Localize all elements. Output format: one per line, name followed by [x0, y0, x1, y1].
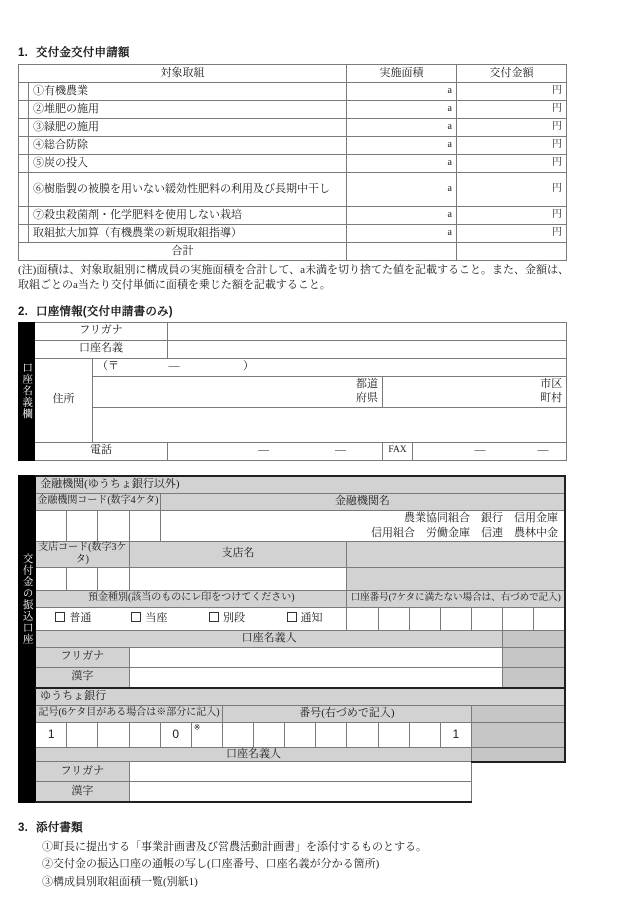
row-label: ⑤炭の投入 — [29, 155, 347, 173]
list-item: ③構成員別取組面積一覧(別紙1) — [42, 875, 198, 888]
section1-note: (注)面積は、対象取組別に構成員の実施面積を合計して、a未満を切り捨てた値を記載すること。また、金額は、取組ごとのa当たり交付単価に面積を乗じた額を記載すること。 — [18, 264, 569, 291]
number-cell[interactable] — [378, 722, 409, 747]
tel-label: 電話 — [35, 442, 168, 460]
row-area-unit[interactable]: a — [347, 83, 457, 101]
section2-heading — [18, 303, 630, 319]
section1-heading — [18, 44, 630, 60]
row-amount-unit[interactable]: 円 — [457, 207, 567, 225]
account-info-table — [18, 322, 567, 461]
section2-number: 2. — [18, 305, 28, 318]
prefecture-line2: 府県 — [356, 391, 379, 404]
branch-name-label: 支店名 — [129, 541, 347, 567]
bank-type-line-1: 農業協同組合 銀行 信用金庫 — [404, 511, 558, 524]
symbol-cell[interactable] — [129, 722, 160, 747]
bank-header-row — [19, 476, 566, 494]
row-amount-unit[interactable]: 円 — [457, 119, 567, 137]
yucho-holder-label: 口座名義人 — [36, 747, 472, 762]
row-indent — [19, 137, 29, 155]
row-area-unit[interactable]: a — [347, 137, 457, 155]
branch-code-cell[interactable] — [36, 567, 67, 590]
row-amount-unit[interactable]: 円 — [457, 155, 567, 173]
deposit-option-tsuchi[interactable] — [266, 612, 344, 626]
bank-code-label: 金融機関コード(数字4ケタ) — [36, 493, 161, 510]
row-label: ⑥樹脂製の被膜を用いない緩効性肥料の利用及び長期中干し — [29, 173, 347, 207]
city-line2: 町村 — [540, 391, 563, 404]
holder-kanji-row — [19, 667, 566, 688]
grant-amount-table — [18, 64, 567, 261]
account-number-cell[interactable] — [471, 607, 502, 630]
furigana-label: フリガナ — [35, 322, 168, 340]
deposit-option-label: 通知 — [300, 611, 323, 624]
account-number-cell[interactable] — [503, 607, 534, 630]
furigana-input[interactable] — [168, 322, 567, 340]
yucho-furigana-label: フリガナ — [36, 762, 129, 782]
checkbox-icon[interactable] — [287, 612, 297, 622]
number-cell[interactable] — [409, 722, 440, 747]
row-area-unit[interactable]: a — [347, 225, 457, 243]
symbol-label: 記号(6ケタ目がある場合は※部分に記入) — [36, 705, 223, 722]
yucho-digits-row — [19, 722, 566, 747]
bank-code-cell[interactable] — [67, 510, 98, 541]
transfer-account-table — [18, 475, 566, 723]
table-total-row — [19, 243, 567, 261]
table-row — [19, 155, 567, 173]
holder-kanji-input[interactable] — [129, 667, 503, 688]
section2-title: 口座情報(交付申請書のみ) — [36, 305, 173, 318]
row-indent — [19, 83, 29, 101]
account-number-label: 口座番号(7ケタに満たない場合は、右づめで記入) — [347, 590, 565, 607]
yucho-kanji-label: 漢字 — [36, 782, 129, 803]
account-number-cell[interactable] — [409, 607, 440, 630]
row-area-unit[interactable]: a — [347, 119, 457, 137]
section3-heading — [18, 819, 630, 835]
row-amount-unit[interactable]: 円 — [457, 137, 567, 155]
checkbox-icon[interactable] — [55, 612, 65, 622]
bank-section-header: 金融機関(ゆうちょ銀行以外) — [36, 476, 565, 494]
yucho-kanji-input[interactable] — [129, 782, 471, 803]
number-cell[interactable] — [347, 722, 378, 747]
address-detail-row — [19, 407, 567, 442]
deposit-type-options[interactable] — [36, 607, 347, 630]
holder-furigana-label: フリガナ — [36, 647, 129, 667]
deposit-option-label: 普通 — [69, 611, 92, 624]
prefecture-row — [19, 376, 567, 407]
col-header-amount: 交付金額 — [457, 65, 567, 83]
spacer — [471, 782, 565, 803]
spacer — [471, 762, 565, 782]
yucho-furigana-input[interactable] — [129, 762, 471, 782]
tel-input[interactable] — [168, 442, 383, 460]
table-row — [19, 101, 567, 119]
account-holder-vertical-label: 口座名義欄 — [19, 322, 35, 460]
deposit-type-label: 預金種別(該当のものにレ印をつけてください) — [36, 590, 347, 607]
yucho-header-row — [19, 688, 566, 706]
row-label: 取組拡大加算（有機農業の新規取組指導） — [29, 225, 347, 243]
bank-code-row — [19, 510, 566, 541]
branch-filler — [347, 541, 565, 567]
total-area-value[interactable] — [347, 243, 457, 261]
yucho-section-header: ゆうちょ銀行 — [36, 688, 565, 706]
row-indent — [19, 119, 29, 137]
row-amount-unit[interactable]: 円 — [457, 173, 567, 207]
table-row — [19, 83, 567, 101]
fax-label: FAX — [383, 442, 413, 460]
account-name-input[interactable] — [168, 340, 567, 358]
table-row — [19, 207, 567, 225]
checkbox-icon[interactable] — [209, 612, 219, 622]
city-field[interactable] — [383, 376, 567, 407]
furigana-row — [19, 322, 567, 340]
section1-number: 1. — [18, 47, 28, 59]
row-indent — [19, 173, 29, 207]
branch-name-input[interactable] — [129, 567, 347, 590]
postal-dash: — — [168, 360, 180, 373]
yucho-holder-label-row — [19, 747, 566, 762]
postal-prefix: （〒 — [97, 360, 119, 373]
row-area-unit[interactable]: a — [347, 173, 457, 207]
postal-code-field[interactable] — [93, 358, 567, 376]
holder-filler — [503, 630, 565, 647]
table-row — [19, 137, 567, 155]
number-cell[interactable] — [254, 722, 285, 747]
section3-number: 3. — [18, 822, 28, 835]
row-label: ⑦殺虫殺菌剤・化学肥料を使用しない栽培 — [29, 207, 347, 225]
branch-code-cell[interactable] — [67, 567, 98, 590]
number-cell[interactable] — [285, 722, 316, 747]
number-cell[interactable] — [222, 722, 253, 747]
bank-type-line-2: 信用組合 労働金庫 信連 農林中金 — [371, 526, 558, 539]
yucho-filler-3 — [471, 747, 565, 762]
holder-label-row — [19, 630, 566, 647]
holder-filler-2 — [503, 647, 565, 667]
row-amount-unit[interactable]: 円 — [457, 83, 567, 101]
branch-code-row — [19, 567, 566, 590]
section3-title: 添付書類 — [36, 822, 83, 835]
fax-input[interactable] — [413, 442, 567, 460]
number-cell[interactable]: 1 — [440, 722, 471, 747]
row-label: ①有機農業 — [29, 83, 347, 101]
bank-name-label: 金融機関名 — [160, 493, 565, 510]
branch-filler-2 — [347, 567, 565, 590]
symbol-cell-optional[interactable]: ※ — [191, 722, 222, 747]
yucho-filler — [471, 705, 565, 722]
transfer-vertical-label: 交付金の振込口座 — [19, 476, 36, 723]
tel-fax-row — [19, 442, 567, 460]
yucho-filler-2 — [471, 722, 565, 747]
postal-suffix: ） — [243, 360, 254, 373]
transfer-vertical-label-cont — [19, 722, 36, 802]
deposit-label-row — [19, 590, 566, 607]
account-name-label: 口座名義 — [35, 340, 168, 358]
number-cell[interactable] — [316, 722, 347, 747]
address-label: 住所 — [35, 358, 93, 442]
row-amount-unit[interactable]: 円 — [457, 101, 567, 119]
holder-furigana-row — [19, 647, 566, 667]
checkbox-icon[interactable] — [131, 612, 141, 622]
fax-dash-2: — — [537, 444, 549, 457]
row-indent — [19, 101, 29, 119]
holder-furigana-input[interactable] — [129, 647, 503, 667]
deposit-option-betsudan[interactable] — [188, 612, 266, 626]
bank-code-cell[interactable] — [98, 510, 129, 541]
account-number-cell[interactable] — [534, 607, 565, 630]
deposit-option-label: 別段 — [222, 611, 245, 624]
tel-dash-1: — — [258, 444, 270, 457]
section1-title: 交付金交付申請額 — [36, 47, 130, 59]
holder-filler-3 — [503, 667, 565, 688]
row-indent — [19, 207, 29, 225]
prefecture-line1: 都道 — [356, 377, 379, 390]
postal-row — [19, 358, 567, 376]
table-row — [19, 173, 567, 207]
row-area-unit[interactable]: a — [347, 155, 457, 173]
yucho-furigana-row — [19, 762, 566, 782]
deposit-type-row — [19, 607, 566, 630]
number-label: 番号(右づめで記入) — [222, 705, 471, 722]
branch-code-cell[interactable] — [98, 567, 129, 590]
yucho-label-row — [19, 705, 566, 722]
prefecture-field[interactable] — [93, 376, 383, 407]
fax-dash-1: — — [474, 444, 486, 457]
holder-kanji-label: 漢字 — [36, 667, 129, 688]
bank-code-label-row — [19, 493, 566, 510]
account-number-cell[interactable] — [440, 607, 471, 630]
total-amount-value[interactable] — [457, 243, 567, 261]
account-name-row — [19, 340, 567, 358]
deposit-option-futsu[interactable] — [36, 612, 110, 626]
list-item: ②交付金の振込口座の通帳の写し(口座番号、口座名義が分かる箇所) — [42, 858, 380, 871]
row-label: ②堆肥の施用 — [29, 101, 347, 119]
attachment-list — [42, 839, 630, 890]
branch-label-row — [19, 541, 566, 567]
col-header-target: 対象取組 — [19, 65, 347, 83]
row-area-unit[interactable]: a — [347, 101, 457, 119]
deposit-option-label: 当座 — [145, 611, 168, 624]
table-header-row — [19, 65, 567, 83]
account-number-cell[interactable] — [347, 607, 378, 630]
row-label: ④総合防除 — [29, 137, 347, 155]
city-line1: 市区 — [540, 377, 563, 390]
row-indent — [19, 225, 29, 243]
bank-code-cell[interactable] — [36, 510, 67, 541]
address-input[interactable] — [93, 407, 567, 442]
symbol-cell[interactable] — [98, 722, 129, 747]
symbol-cell[interactable]: 1 — [36, 722, 67, 747]
row-area-unit[interactable]: a — [347, 207, 457, 225]
row-amount-unit[interactable]: 円 — [457, 225, 567, 243]
table-row — [19, 119, 567, 137]
tel-dash-2: — — [335, 444, 347, 457]
symbol-cell[interactable] — [67, 722, 98, 747]
account-number-cell[interactable] — [378, 607, 409, 630]
branch-code-label: 支店コード(数字3ケタ) — [36, 541, 129, 567]
holder-label: 口座名義人 — [36, 630, 503, 647]
symbol-cell[interactable]: 0 — [160, 722, 191, 747]
list-item: ①町長に提出する「事業計画書及び営農活動計画書」を添付するものとする。 — [42, 841, 427, 854]
bank-code-cell[interactable] — [129, 510, 160, 541]
row-indent — [19, 155, 29, 173]
table-row — [19, 225, 567, 243]
bank-name-input[interactable] — [160, 510, 565, 541]
yucho-kanji-row — [19, 782, 566, 803]
row-label: ③緑肥の施用 — [29, 119, 347, 137]
total-label: 合計 — [19, 243, 347, 261]
deposit-option-touza[interactable] — [111, 612, 189, 626]
yucho-detail-table — [18, 722, 566, 804]
col-header-area: 実施面積 — [347, 65, 457, 83]
